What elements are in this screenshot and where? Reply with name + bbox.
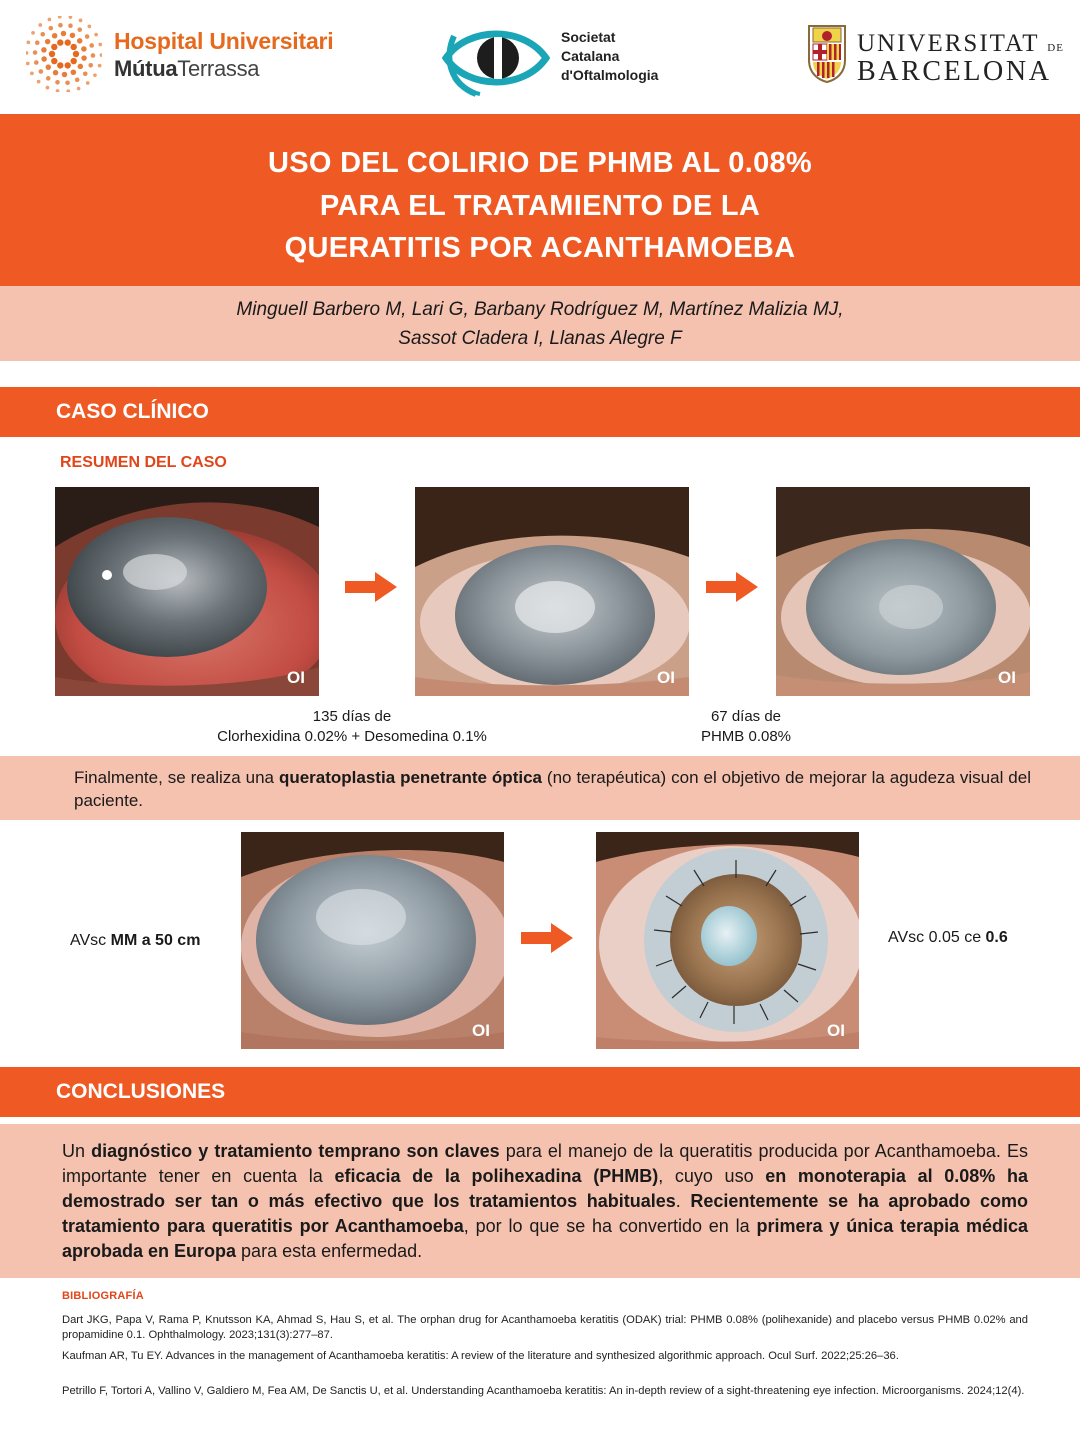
body-text: Un: [62, 1141, 92, 1161]
university-name-line2: BARCELONA: [857, 56, 1052, 87]
section-title: CASO CLÍNICO: [56, 400, 209, 423]
final-paragraph: Finalmente, se realiza una queratoplastia penetrante óptica (no terapéutica) con el objetivo de mejorar la agudeza visual del paciente.: [74, 768, 1031, 810]
eye-photo-pre-keratoplasty: [241, 832, 504, 1049]
header-logos: [0, 0, 1080, 112]
title-line-2: PARA EL TRATAMIENTO DE LA: [319, 190, 761, 222]
title-line-3: QUERATITIS POR ACANTHAMOEBA: [284, 232, 796, 264]
authors-line-2: Sassot Cladera I, Llanas Alegre F: [398, 328, 682, 349]
emphasis-text: Recientemente se ha aprobado como tratamiento para queratitis por Acanthamoeba: [62, 1191, 1028, 1236]
section-title: CONCLUSIONES: [56, 1080, 226, 1103]
final-procedure-note: [0, 756, 1080, 820]
poster-title: [0, 114, 1080, 286]
bibliography-heading: BIBLIOGRAFÍA: [62, 1290, 144, 1302]
emphasis-text: primera y única terapia médica aprobada en Europa: [62, 1216, 1028, 1261]
society-logo: [440, 18, 700, 98]
society-name: Societat Catalana d'Oftalmologia: [561, 29, 659, 83]
photo-label: OI: [472, 1021, 490, 1040]
visual-acuity-after: AVsc 0.05 ce 0.6: [888, 929, 1008, 946]
arrow-right-icon: [345, 572, 397, 602]
eye-photo-initial: [55, 487, 319, 696]
body-text: , cuyo uso: [658, 1166, 766, 1186]
university-logo: [805, 22, 1064, 92]
university-name-line1: UNIVERSITAT DE: [857, 30, 1064, 57]
reference-item: Kaufman AR, Tu EY. Advances in the management of Acanthamoeba keratitis: A review of the literature and synthesized algorithmic approach. Ocul Surf. 2022;25:26–36.: [62, 1350, 899, 1362]
body-text: , por lo que se ha convertido en la: [463, 1216, 757, 1236]
photo-label: OI: [998, 668, 1016, 687]
authors-line-1: Minguell Barbero M, Lari G, Barbany Rodríguez M, Martínez Malizia MJ,: [236, 299, 844, 320]
case-summary-heading: RESUMEN DEL CASO: [60, 454, 227, 471]
eye-photo-chlorhexidine: [415, 487, 689, 696]
emphasis-text: en monoterapia al 0.08% ha demostrado ser tan o más efectivo que los tratamientos habituales: [62, 1166, 1028, 1211]
hospital-logo: [26, 16, 366, 86]
eye-icon: [440, 18, 552, 98]
section-conclusiones: [0, 1067, 1080, 1117]
body-text: para el manejo de la queratitis producida por Acanthamoeba. Es importante tener en cuenta la: [62, 1141, 1028, 1186]
eye-photo-post-keratoplasty: [596, 832, 859, 1049]
emphasis-text: diagnóstico y tratamiento temprano son claves: [91, 1141, 500, 1161]
photo-label: OI: [657, 668, 675, 687]
reference-item: Dart JKG, Papa V, Rama P, Knutsson KA, Ahmad S, Hau S, et al. The orphan drug for Acanthamoeba keratitis (ODAK) trial: PHMB 0.08% (polihexanide) and placebo versus PHMB 0.02% and propamidine 0.1. Ophthalmology. 2023;131(3):277–87.: [62, 1314, 1028, 1341]
caption-phmb: 67 días de PHMB 0.08%: [700, 708, 792, 745]
eye-photo-phmb: [776, 487, 1030, 696]
authors: [0, 286, 1080, 361]
reference-item: Petrillo F, Tortori A, Vallino V, Galdiero M, Fea AM, De Sanctis U, et al. Understanding Acanthamoeba keratitis: An in-depth review of a sight-threatening eye infection. Microorganisms. 2024;12(4).: [62, 1385, 1025, 1397]
hospital-name-line2: MútuaTerrassa: [114, 56, 260, 81]
university-seal-icon: [805, 22, 849, 84]
photo-label: OI: [827, 1021, 845, 1040]
section-caso-clinico: [0, 387, 1080, 437]
conclusions-box: [0, 1124, 1080, 1278]
arrow-right-icon: [521, 923, 573, 953]
conclusions-paragraph: [62, 1139, 1028, 1264]
photo-label: OI: [287, 668, 305, 687]
hospital-name-line1: Hospital Universitari: [114, 28, 334, 54]
body-text: para esta enfermedad.: [236, 1241, 423, 1261]
visual-acuity-before: AVsc MM a 50 cm: [70, 932, 201, 949]
sunburst-icon: [26, 16, 102, 92]
arrow-right-icon: [706, 572, 758, 602]
caption-chlorhexidine: 135 días de Clorhexidina 0.02% + Desomedina 0.1%: [217, 708, 487, 745]
body-text: .: [675, 1191, 691, 1211]
emphasis-text: eficacia de la polihexadina (PHMB): [334, 1166, 659, 1186]
title-line-1: USO DEL COLIRIO DE PHMB AL 0.08%: [267, 147, 813, 179]
